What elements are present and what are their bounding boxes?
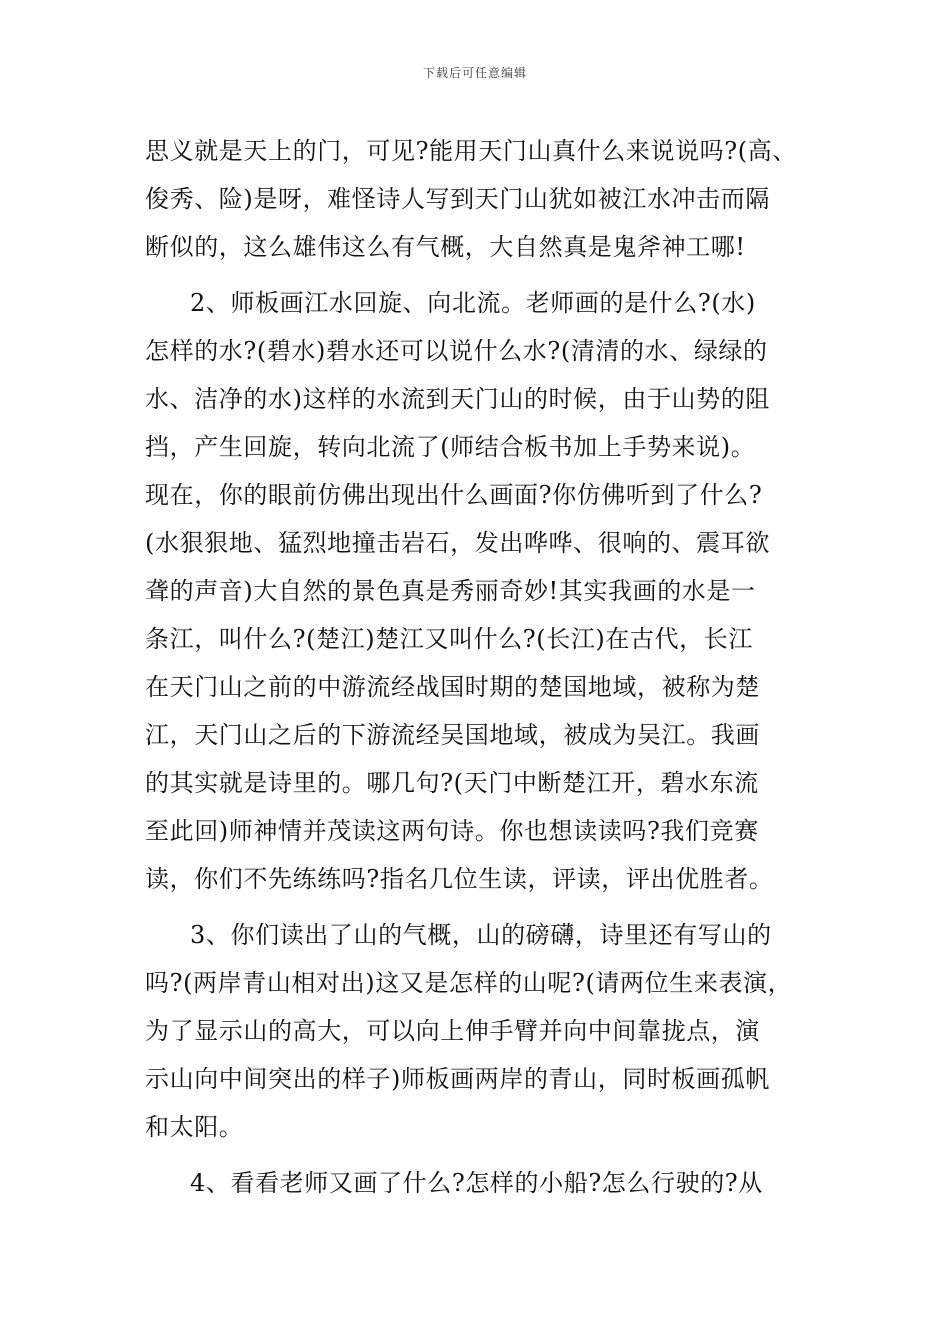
text-line: 断似的，这么雄伟这么有气概，大自然真是鬼斧神工哪! xyxy=(145,233,746,261)
text-line: 水、洁净的水)这样的水流到天门山的时候，由于山势的阻 xyxy=(145,385,770,413)
text-line: 挡，产生回旋，转向北流了(师结合板书加上手势来说)。 xyxy=(145,433,756,461)
text-line: 怎样的水?(碧水)碧水还可以说什么水?(清清的水、绿绿的 xyxy=(145,337,768,365)
text-line: 至此回)师神情并茂读这两句诗。你也想读读吗?我们竞赛 xyxy=(145,817,759,845)
text-line: 3、你们读出了山的气概，山的磅礴，诗里还有写山的 xyxy=(190,921,772,949)
text-line: 俊秀、险)是呀，难怪诗人写到天门山犹如被江水冲击而隔 xyxy=(145,185,770,213)
text-line: 现在，你的眼前仿佛出现出什么画面?你仿佛听到了什么? xyxy=(145,481,763,509)
paragraph-4 xyxy=(145,1159,817,1207)
text-line: 江，天门山之后的下游流经吴国地域，被成为吴江。我画 xyxy=(145,721,760,749)
paragraph-2 xyxy=(145,279,817,903)
text-line: 聋的声音)大自然的景色真是秀丽奇妙!其实我画的水是一 xyxy=(145,577,756,605)
text-line: 和太阳。 xyxy=(145,1113,244,1141)
paragraph-1 xyxy=(145,127,817,271)
paragraph-3 xyxy=(145,911,817,1151)
page-header: 下载后可任意编辑 xyxy=(422,66,527,80)
text-line: 的其实就是诗里的。哪几句?(天门中断楚江开，碧水东流 xyxy=(145,769,759,797)
text-line: 读，你们不先练练吗?指名几位生读，评读，评出优胜者。 xyxy=(145,865,774,893)
text-line: 在天门山之前的中游流经战国时期的楚国地域，被称为楚 xyxy=(145,673,760,701)
text-line: 示山向中间突出的样子)师板画两岸的青山，同时板画孤帆 xyxy=(145,1065,770,1093)
document-body xyxy=(145,127,817,1207)
text-line: 为了显示山的高大，可以向上伸手臂并向中间靠拢点，演 xyxy=(145,1017,760,1045)
text-line: 吗?(两岸青山相对出)这又是怎样的山呢?(请两位生来表演， xyxy=(145,969,793,997)
text-line: 条江，叫什么?(楚江)楚江又叫什么?(长江)在古代，长江 xyxy=(145,625,753,653)
text-line: 思义就是天上的门，可见?能用天门山真什么来说说吗?(高、 xyxy=(145,137,797,165)
text-line: 2、师板画江水回旋、向北流。老师画的是什么?(水) xyxy=(190,289,756,317)
text-line: 4、看看老师又画了什么?怎样的小船?怎么行驶的?从 xyxy=(190,1169,763,1197)
text-line: (水狠狠地、猛烈地撞击岩石，发出哗哗、很响的、震耳欲 xyxy=(145,529,770,557)
